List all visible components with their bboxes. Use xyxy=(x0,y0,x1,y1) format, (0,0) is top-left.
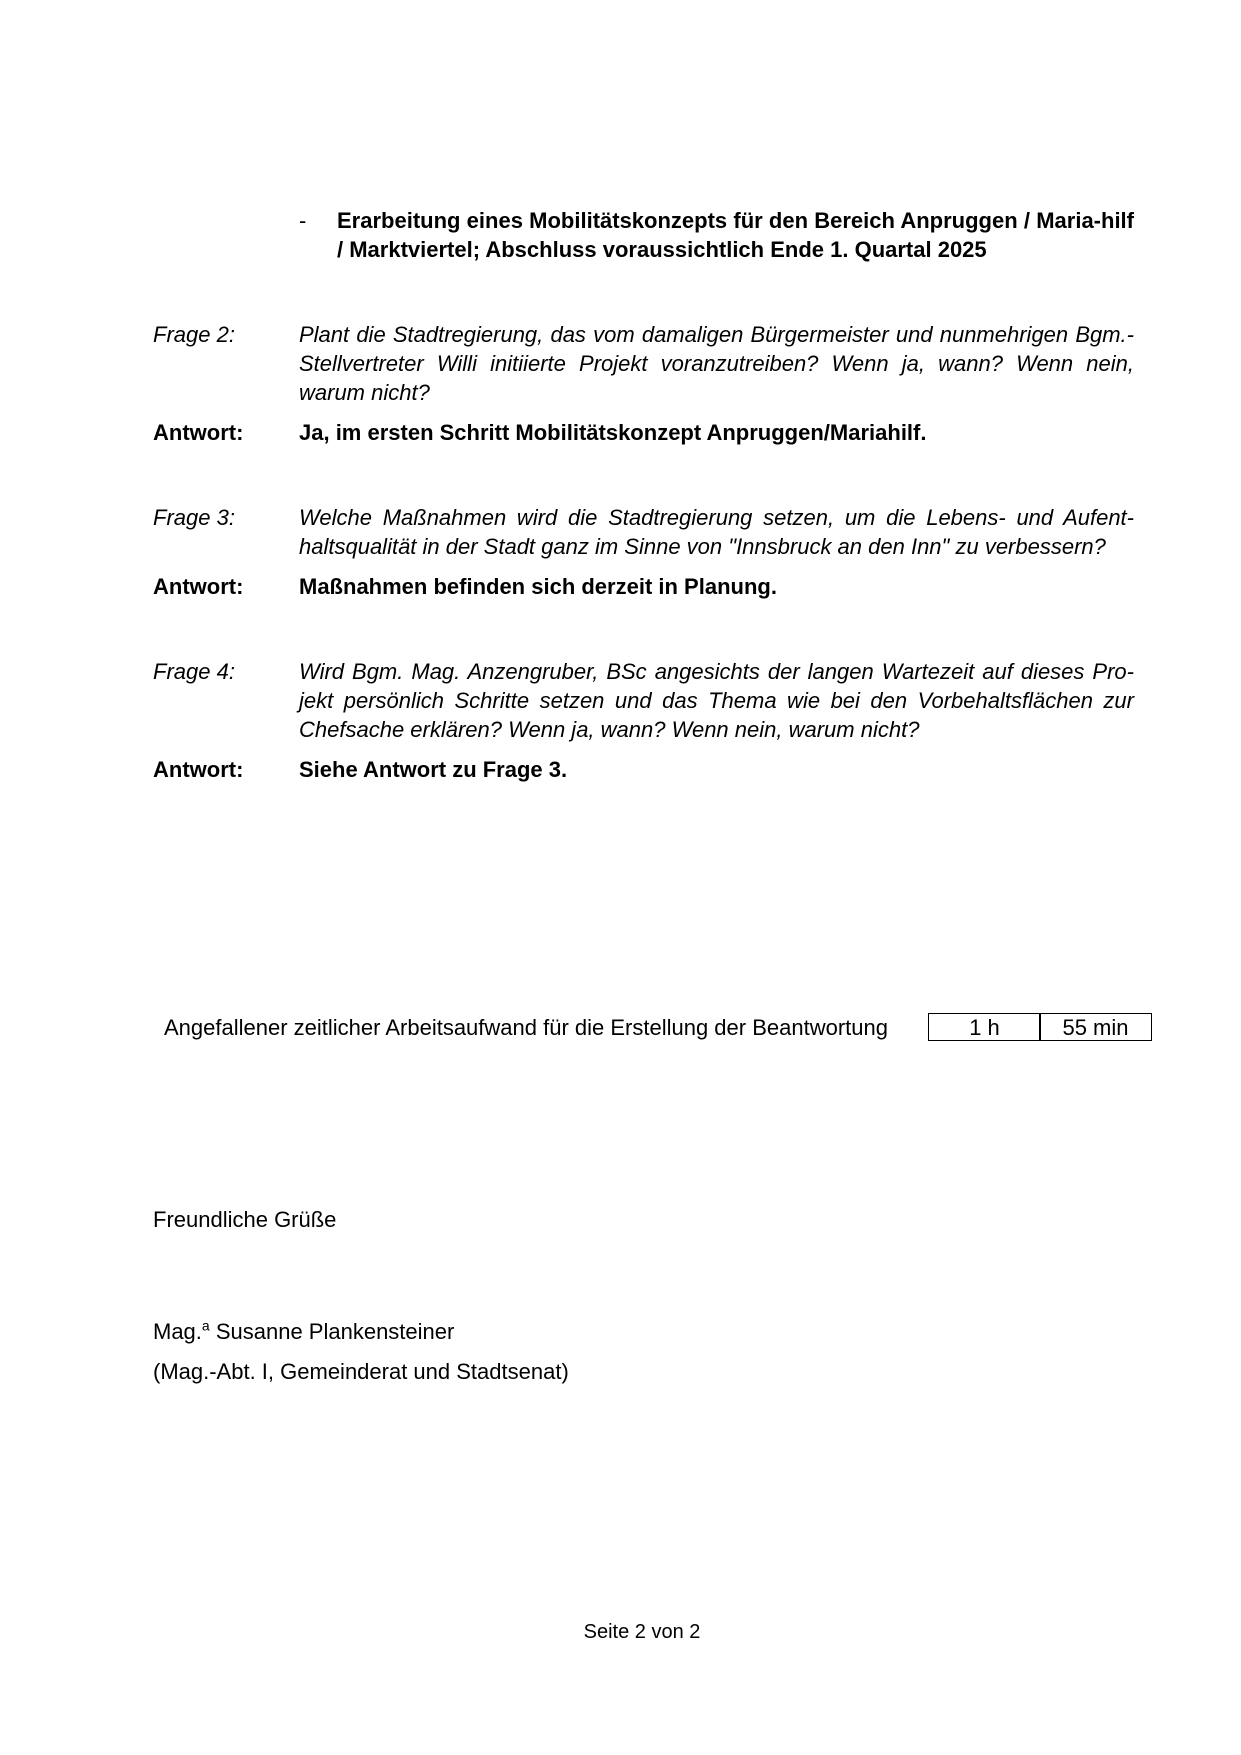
answer-3-label: Antwort: xyxy=(153,574,244,599)
question-3-label: Frage 3: xyxy=(153,505,235,530)
signatory-name xyxy=(153,1318,454,1346)
answer-2-label: Antwort: xyxy=(153,420,244,445)
signatory-name-text: Susanne Plankensteiner xyxy=(215,1319,455,1344)
question-2-text: Plant die Stadtregierung, das vom damaligen Bürgermeister und nunmehrigen Bgm.-Stellvertreter Willi initiierte Projekt voranzutreiben? Wenn ja, wann? Wenn nein, warum nicht? xyxy=(299,322,1134,405)
bullet-text: Erarbeitung eines Mobilitätskonzepts für den Bereich Anpruggen / Maria-hilf / Marktviertel; Abschluss voraussichtlich Ende 1. Quartal 2025 xyxy=(337,208,1134,262)
question-2-label: Frage 2: xyxy=(153,322,235,347)
answer-4-label: Antwort: xyxy=(153,757,244,782)
closing-greeting: Freundliche Grüße xyxy=(153,1207,337,1232)
question-4-text: Wird Bgm. Mag. Anzengruber, BSc angesichts der langen Wartezeit auf dieses Pro-jekt persönlich Schritte setzen und das Thema wie bei den Vorbehaltsflächen zur Chefsache erklären? Wenn ja, wann? Wenn nein, warum nicht? xyxy=(299,659,1134,742)
question-4-label: Frage 4: xyxy=(153,659,235,684)
page-number: Seite 2 von 2 xyxy=(583,1621,701,1643)
answer-2-text: Ja, im ersten Schritt Mobilitätskonzept Anpruggen/Mariahilf. xyxy=(299,420,927,445)
effort-minutes-cell: 55 min xyxy=(1039,1013,1152,1041)
effort-label: Angefallener zeitlicher Arbeitsaufwand für die Erstellung der Beantwortung xyxy=(164,1015,888,1040)
signatory-department: (Mag.-Abt. I, Gemeinderat und Stadtsenat) xyxy=(153,1359,569,1384)
answer-3-text: Maßnahmen befinden sich derzeit in Planung. xyxy=(299,574,777,599)
bullet-marker: - xyxy=(299,208,307,233)
question-3-text: Welche Maßnahmen wird die Stadtregierung setzen, um die Lebens- und Aufent-haltsqualität in der Stadt ganz im Sinne von "Innsbruck an den Inn" zu verbessern? xyxy=(299,505,1134,559)
signatory-title-sup: a xyxy=(201,1317,210,1334)
effort-hours-cell: 1 h xyxy=(928,1013,1041,1041)
answer-4-text: Siehe Antwort zu Frage 3. xyxy=(299,757,568,782)
signatory-title: Mag. xyxy=(153,1319,202,1344)
